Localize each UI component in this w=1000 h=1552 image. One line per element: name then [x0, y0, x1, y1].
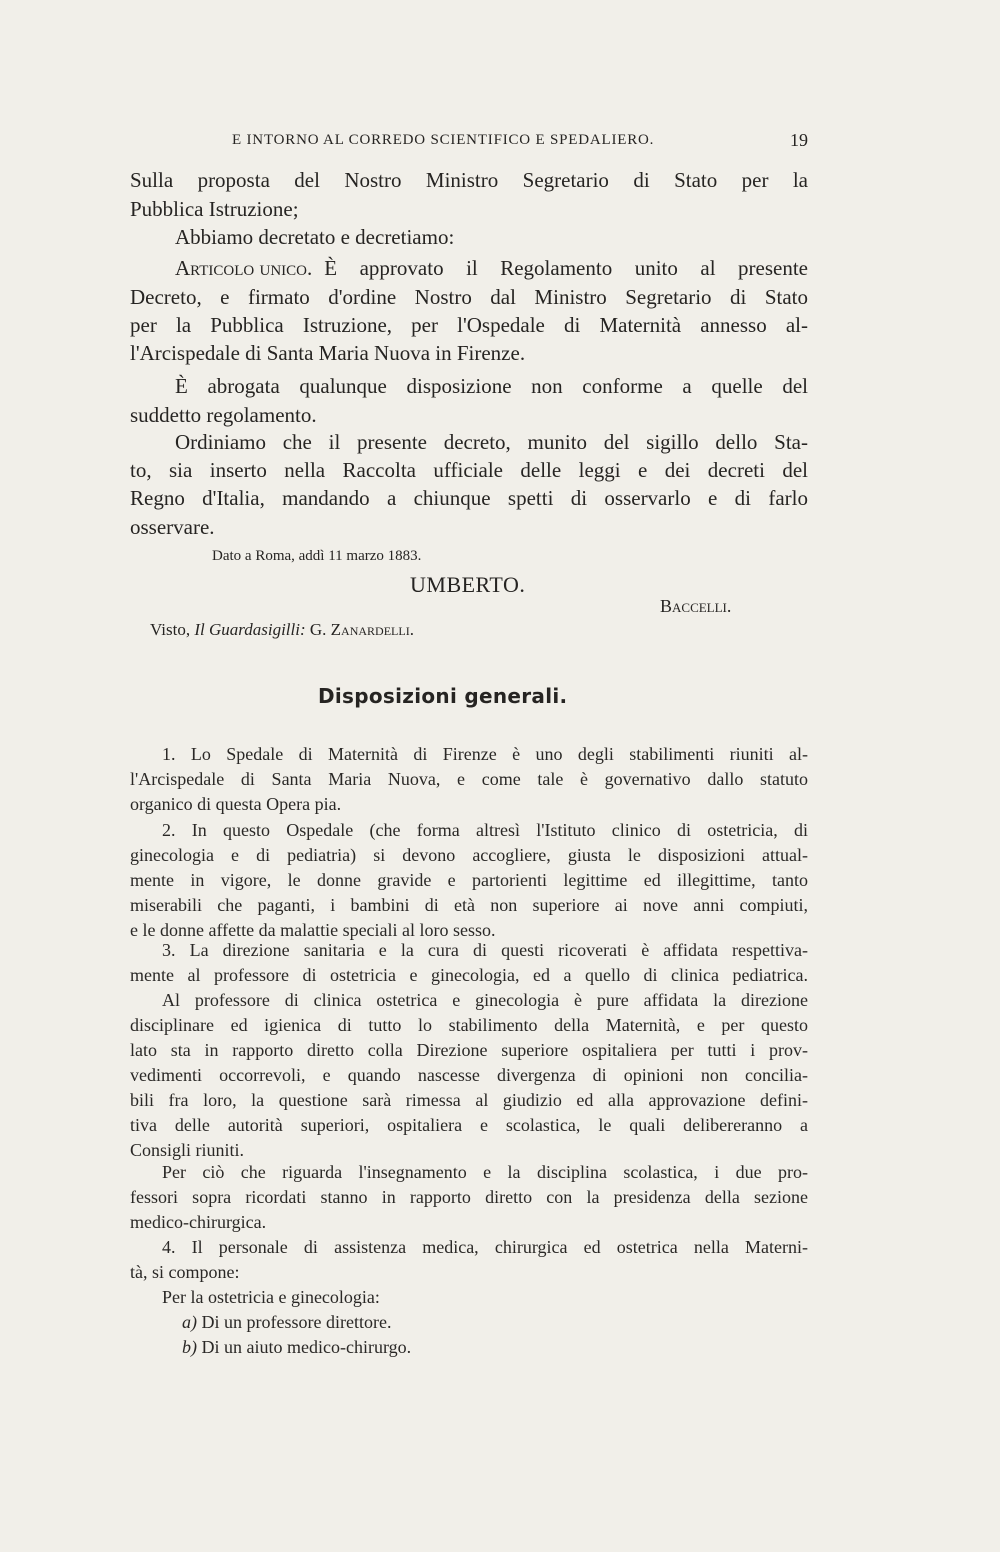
decree-line: per la Pubblica Istruzione, per l'Ospedale di Maternità annesso al-	[130, 313, 808, 337]
body-line: Consigli riuniti.	[130, 1140, 245, 1160]
body-line: fessori sopra ricordati stanno in rapporto diretto con la presidenza della sezione	[130, 1187, 808, 1207]
page-number: 19	[790, 130, 808, 150]
body-line: tà, si compone:	[130, 1262, 240, 1282]
body-line: 4. Il personale di assistenza medica, chirurgica ed ostetrica nella Materni-	[162, 1237, 808, 1257]
running-head-title: E INTORNO AL CORREDO SCIENTIFICO E SPEDALIERO.	[232, 132, 655, 148]
visto-line	[150, 620, 414, 640]
decree-date: Dato a Roma, addì 11 marzo 1883.	[212, 548, 422, 564]
visto-title: Il Guardasigilli:	[194, 620, 306, 639]
decree-line: suddetto regolamento.	[130, 403, 317, 427]
body-line: 2. In questo Ospedale (che forma altresì l'Istituto clinico di ostetricia, di	[162, 820, 808, 840]
body-line: miserabili che paganti, i bambini di età non superiore ai nove anni compiuti,	[130, 895, 808, 915]
list-item-label: b)	[182, 1337, 197, 1357]
body-line: vedimenti occorrevoli, e quando nascesse divergenza di opinioni non concilia-	[130, 1065, 808, 1085]
list-item-label: a)	[182, 1312, 197, 1332]
decree-line: Abbiamo decretato e decretiamo:	[175, 225, 455, 249]
visto-prefix: Visto,	[150, 620, 191, 639]
body-line: e le donne affette da malattie speciali al loro sesso.	[130, 920, 496, 940]
decree-line: Regno d'Italia, mandando a chiunque spetti di osservarlo e di farlo	[130, 486, 808, 510]
running-head	[130, 130, 808, 154]
list-item	[130, 1337, 860, 1361]
decree-line: Sulla proposta del Nostro Ministro Segretario di Stato per la	[130, 168, 808, 192]
body-line: Al professore di clinica ostetrica e ginecologia è pure affidata la direzione	[162, 990, 808, 1010]
article-text: È approvato il Regolamento unito al presente	[324, 256, 808, 280]
body-line: mente al professore di ostetricia e ginecologia, ed a quello di clinica pediatrica.	[130, 965, 808, 985]
decree-line: Ordiniamo che il presente decreto, munito del sigillo dello Sta-	[175, 430, 808, 454]
body-line: tiva delle autorità superiori, ospitaliera e scolastica, le quali delibereranno a	[130, 1115, 808, 1135]
list-item-text: Di un professore direttore.	[201, 1312, 392, 1332]
king-signature: UMBERTO.	[410, 572, 526, 597]
decree-line: to, sia inserto nella Raccolta ufficiale delle leggi e dei decreti del	[130, 458, 808, 482]
minister-signature: Baccelli.	[660, 596, 732, 616]
body-line: lato sta in rapporto diretto colla Direzione superiore ospitaliera per tutti i prov-	[130, 1040, 808, 1060]
body-line: Per ciò che riguarda l'insegnamento e la disciplina scolastica, i due pro-	[162, 1162, 808, 1182]
body-line: bili fra loro, la questione sarà rimessa al giudizio ed alla approvazione defini-	[130, 1090, 808, 1110]
body-line: organico di questa Opera pia.	[130, 794, 342, 814]
decree-line: osservare.	[130, 515, 215, 539]
body-line: ginecologia e di pediatria) si devono accogliere, giusta le disposizioni attual-	[130, 845, 808, 865]
visto-name: G. Zanardelli.	[309, 620, 414, 639]
list-item	[130, 1312, 860, 1336]
body-line: Per la ostetricia e ginecologia:	[162, 1287, 380, 1307]
body-line: mente in vigore, le donne gravide e partorienti legittime ed illegittime, tanto	[130, 870, 808, 890]
body-line: l'Arcispedale di Santa Maria Nuova, e come tale è governativo dallo statuto	[130, 769, 808, 789]
article-label: Articolo unico.	[175, 256, 313, 280]
decree-article-line	[130, 256, 808, 284]
decree-line: Decreto, e firmato d'ordine Nostro dal Ministro Segretario di Stato	[130, 285, 808, 309]
body-line: 1. Lo Spedale di Maternità di Firenze è uno degli stabilimenti riuniti al-	[162, 744, 808, 764]
decree-line: È abrogata qualunque disposizione non conforme a quelle del	[175, 374, 808, 398]
section-heading: Disposizioni generali.	[318, 684, 568, 708]
decree-line: Pubblica Istruzione;	[130, 197, 299, 221]
decree-line: l'Arcispedale di Santa Maria Nuova in Firenze.	[130, 341, 526, 365]
body-line: medico-chirurgica.	[130, 1212, 267, 1232]
body-line: 3. La direzione sanitaria e la cura di questi ricoverati è affidata respettiva-	[162, 940, 808, 960]
list-item-text: Di un aiuto medico-chirurgo.	[201, 1337, 412, 1357]
body-line: disciplinare ed igienica di tutto lo stabilimento della Maternità, e per questo	[130, 1015, 808, 1035]
